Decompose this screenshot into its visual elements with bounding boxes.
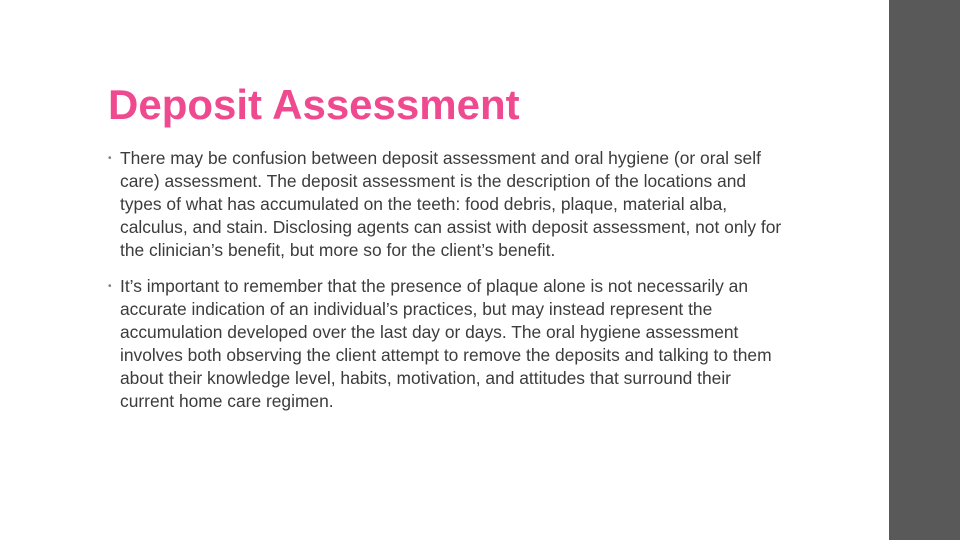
bullet-text: There may be confusion between deposit assessment and oral hygiene (or oral self care) assessment. The deposit assessment is the description of the locations and types of what has accumulated on the teeth: food debris, plaque, material alba, calculus, and stain. Disclosing agents can assist with deposit assessment, not only for the clinician’s benefit, but more so for the client’s benefit. [120, 148, 782, 260]
bullet-item [108, 147, 783, 262]
bullet-marker: • [108, 281, 112, 292]
bullet-text: It’s important to remember that the presence of plaque alone is not necessarily an accurate indication of an individual’s practices, but may instead represent the accumulation developed over the last day or days. The oral hygiene assessment involves both observing the client attempt to remove the deposits and talking to them about their knowledge level, habits, motivation, and attitudes that surround their current home care regimen. [120, 276, 772, 411]
bullet-list [108, 147, 783, 426]
bullet-marker: • [108, 153, 112, 164]
slide-title: Deposit Assessment [108, 81, 520, 128]
bullet-item [108, 275, 783, 413]
side-accent-bar [889, 0, 960, 540]
